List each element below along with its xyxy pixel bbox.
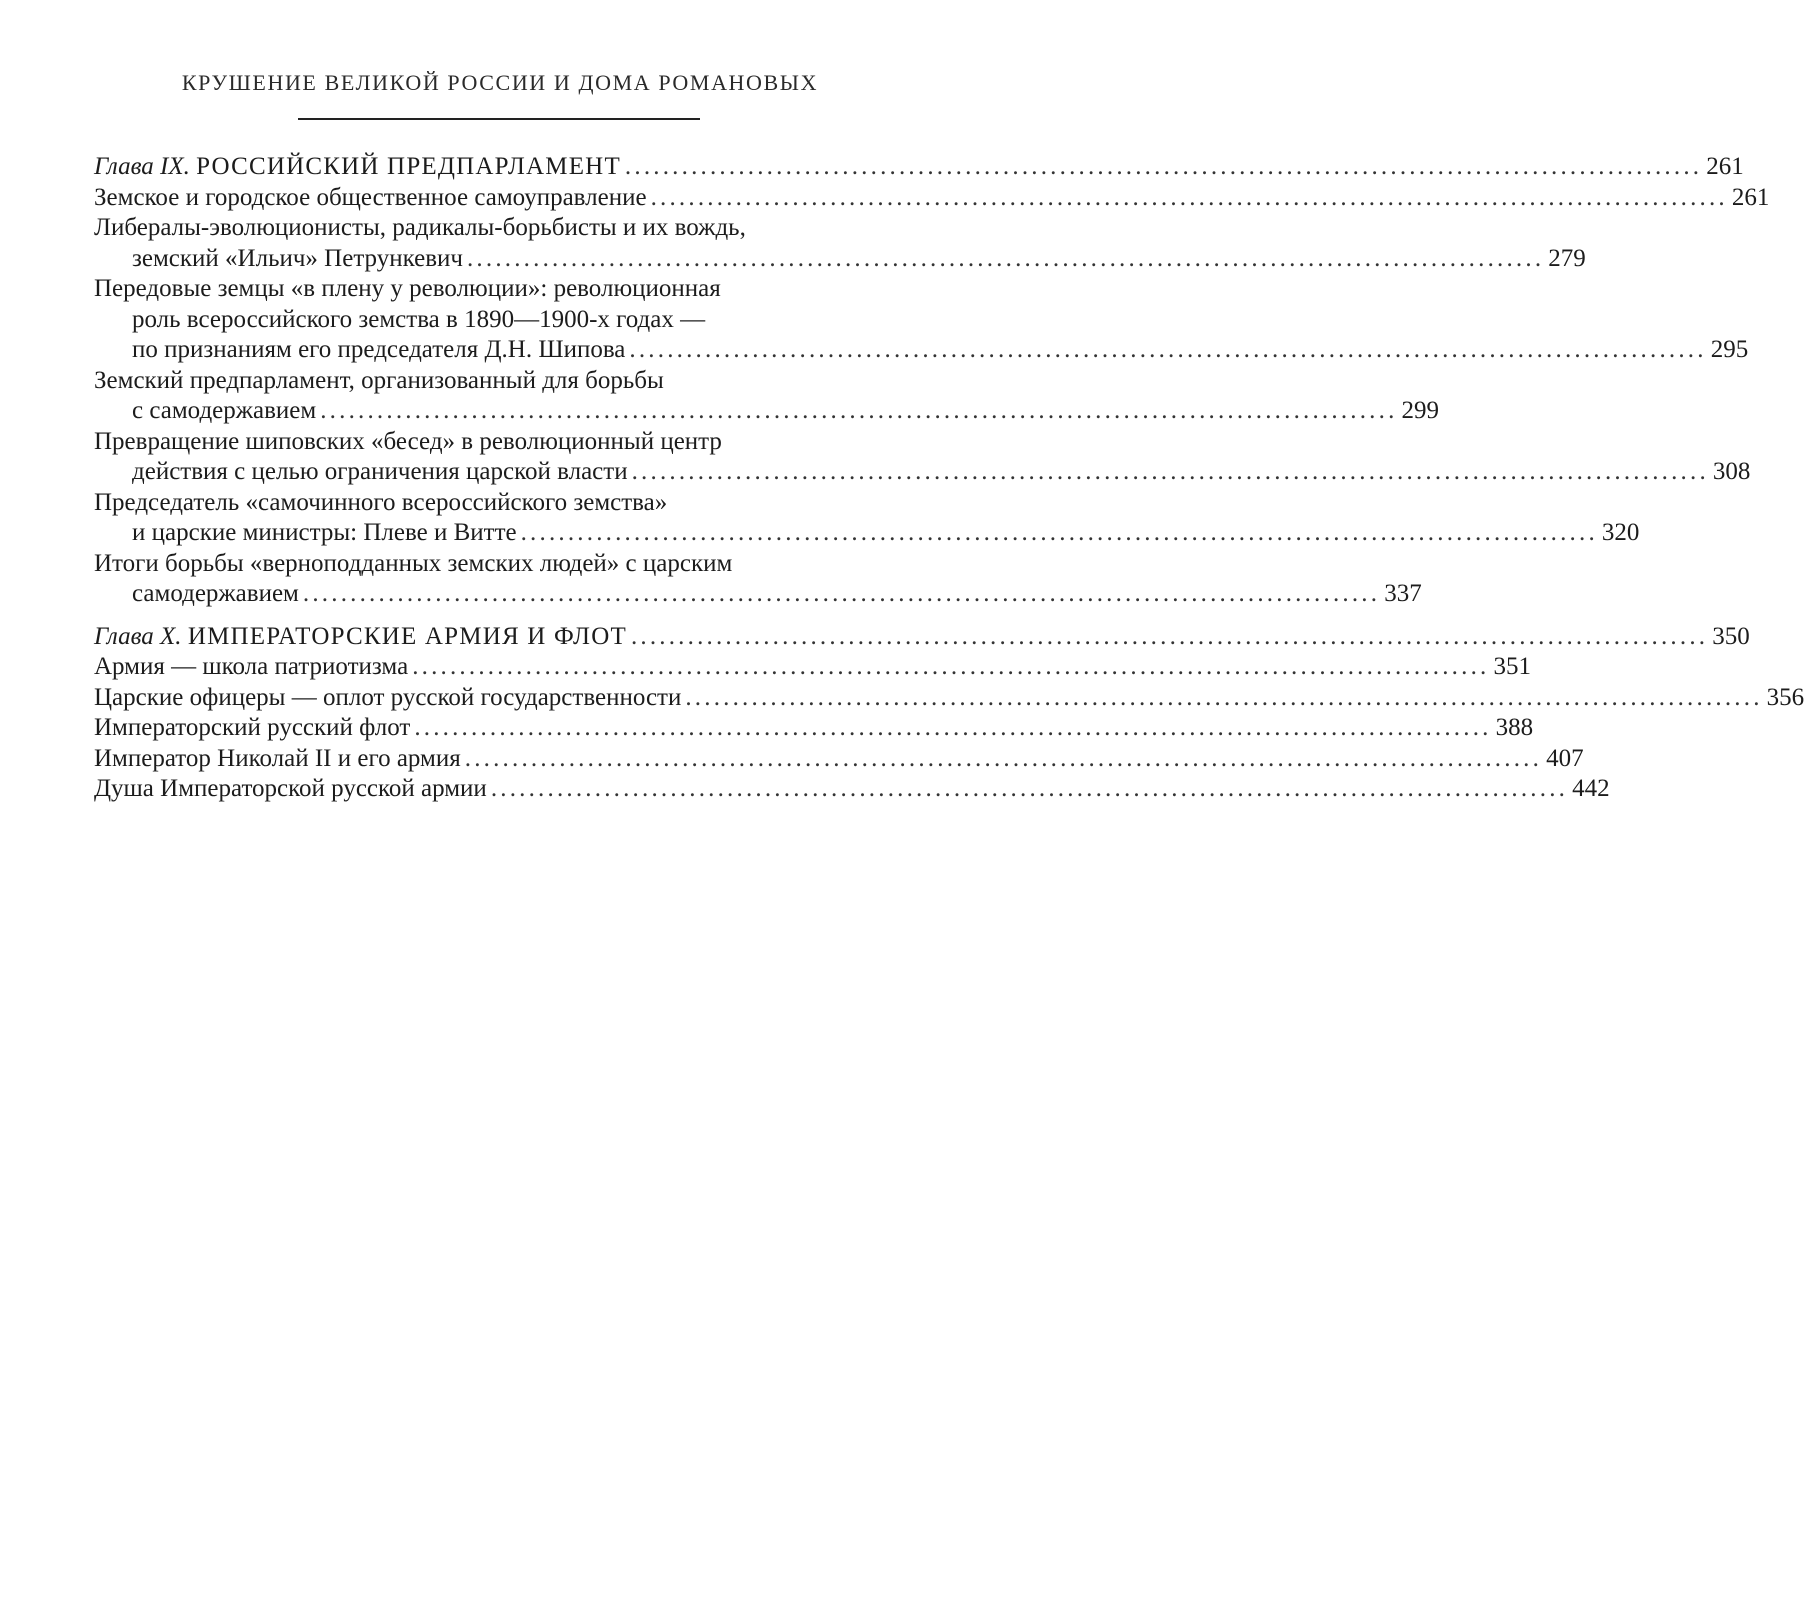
page-number: 337 [1384,580,1422,607]
toc-entry[interactable] [94,274,1749,366]
entry-text: Земское и городское общественное самоуправление [94,183,647,211]
dot-leader: .................................................................................................................. [320,397,1398,424]
page-number: 356 [1766,683,1804,711]
dot-leader: .................................................................................................................. [490,775,1569,802]
entry-text: Итоги борьбы «верноподданных земских людей» с царским [94,549,733,577]
page-number: 261 [1706,153,1744,180]
dot-leader: .................................................................................................................. [629,336,1707,363]
dot-leader: .................................................................................................................. [412,653,1490,680]
entry-text: Императорский русский флот [94,714,411,741]
entry-text: роль всероссийского земства в 1890—1900-х годах — [132,305,706,333]
page-number: 320 [1601,519,1640,546]
entry-text: с самодержавием [132,397,317,424]
entry-text: Либералы-эволюционисты, радикалы-борьбисты и их вождь, [94,214,746,241]
dot-leader: .................................................................................................................. [630,622,1709,650]
entry-text: Душа Императорской русской армии [94,775,487,802]
table-of-contents [94,152,1804,805]
entry-text: Земский предпарламент, организованный для борьбы [94,366,664,394]
dot-leader: .................................................................................................................. [464,744,1543,772]
chapter-title: РОССИЙСКИЙ ПРЕДПАРЛАМЕНТ [196,153,621,180]
toc-entry[interactable] [94,366,1440,427]
dot-leader: .................................................................................................................. [414,714,1492,741]
toc-entry[interactable] [94,183,1770,214]
chapter-label: Глава X. [94,622,182,650]
entry-text: по признаниям его председателя Д.Н. Шипова [132,336,626,363]
dot-leader: .................................................................................................................. [466,244,1545,272]
page-number: 350 [1712,622,1750,650]
page-number: 279 [1548,244,1586,272]
page-number: 407 [1546,744,1584,772]
toc-entry[interactable] [94,774,1610,805]
page-number: 295 [1710,336,1749,363]
toc-entry[interactable] [94,549,1422,610]
chapter-title: ИМПЕРАТОРСКИЕ АРМИЯ И ФЛОТ [187,622,627,650]
page-number: 308 [1712,458,1751,485]
page-number: 442 [1572,775,1610,802]
toc-entry[interactable] [94,488,1640,549]
entry-text: действия с целью ограничения царской власти [132,458,628,485]
toc-entry[interactable] [94,713,1534,744]
page-number: 299 [1401,397,1440,424]
dot-leader: .................................................................................................................. [650,183,1728,211]
toc-entry[interactable] [94,652,1531,683]
chapter-heading[interactable] [94,622,1750,653]
page-number: 388 [1495,714,1534,741]
dot-leader: .................................................................................................................. [624,153,1703,180]
dot-leader: .................................................................................................................. [631,458,1709,485]
entry-text: земский «Ильич» Петрункевич [132,244,463,272]
entry-text: и царские министры: Плеве и Витте [132,519,517,546]
entry-text: Император Николай II и его армия [94,744,461,772]
page-number: 261 [1731,183,1770,211]
chapter-ix [94,152,1770,610]
entry-text: самодержавием [132,580,299,607]
entry-text: Царские офицеры — оплот русской государственности [94,683,682,711]
running-head: КРУШЕНИЕ ВЕЛИКОЙ РОССИИ И ДОМА РОМАНОВЫХ [181,70,819,95]
dot-leader: .................................................................................................................. [685,683,1763,711]
entry-text: Председатель «самочинного всероссийского земства» [94,488,668,516]
dot-leader: .................................................................................................................. [302,580,1381,607]
chapter-heading[interactable] [94,152,1744,183]
chapter-label: Глава IX. [94,153,190,180]
header-rule [298,118,700,120]
toc-entry[interactable] [94,213,1586,274]
entry-text: Превращение шиповских «бесед» в революционный центр [94,427,722,455]
page-number: 351 [1493,653,1531,680]
toc-entry[interactable] [94,427,1751,488]
entry-text: Передовые земцы «в плену у революции»: революционная [94,275,721,302]
entry-text: Армия — школа патриотизма [94,653,409,680]
dot-leader: .................................................................................................................. [520,519,1598,546]
toc-entry[interactable] [94,744,1584,775]
toc-entry[interactable] [94,683,1804,714]
chapter-x [94,622,1804,805]
